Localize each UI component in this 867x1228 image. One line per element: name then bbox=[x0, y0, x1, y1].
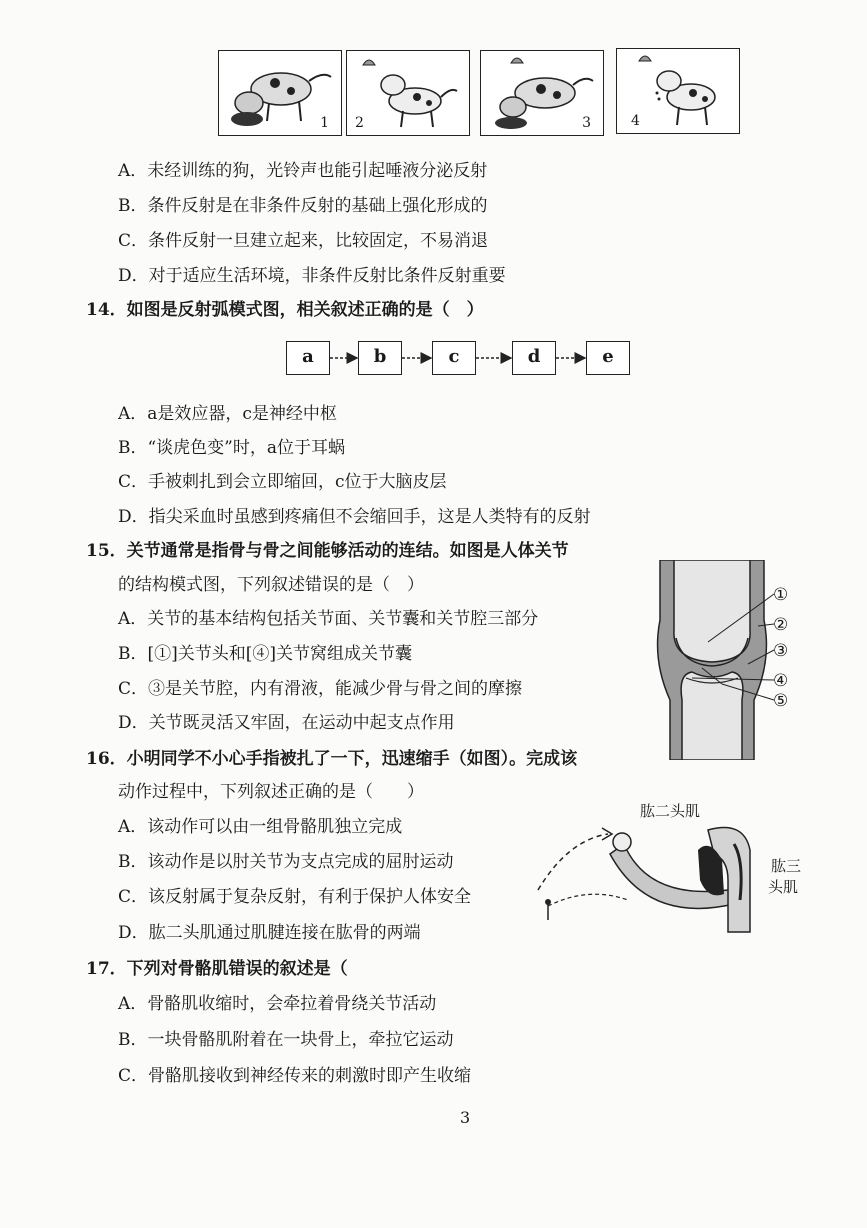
joint-marker-3: ③ bbox=[773, 641, 789, 661]
arc-box-a: a bbox=[286, 341, 330, 375]
q17-option-c: C．骨骼肌接收到神经传来的刺激时即产生收缩 bbox=[118, 1066, 472, 1086]
dog-panel-3 bbox=[480, 50, 604, 136]
q13-option-d: D．对于适应生活环境，非条件反射比条件反射重要 bbox=[118, 266, 506, 286]
label-triceps-line2: 头肌 bbox=[768, 878, 799, 896]
q17-option-a: A．骨骼肌收缩时，会牵拉着骨绕关节活动 bbox=[118, 994, 437, 1014]
q16-stem-line1: 16．小明同学不小心手指被扎了一下，迅速缩手（如图）。完成该 bbox=[86, 749, 578, 769]
q15-stem-line2: 的结构模式图，下列叙述错误的是（ ） bbox=[118, 575, 424, 595]
panel-number: 1 bbox=[320, 115, 329, 131]
q15-option-c: C．③是关节腔，内有滑液，能减少骨与骨之间的摩擦 bbox=[118, 679, 523, 699]
q14-option-a: A．a是效应器，c是神经中枢 bbox=[118, 404, 337, 424]
joint-marker-1: ① bbox=[773, 585, 789, 605]
q14-option-c: C．手被刺扎到会立即缩回，c位于大脑皮层 bbox=[118, 472, 447, 492]
dog-panel-2 bbox=[346, 50, 470, 136]
q15-option-d: D．关节既灵活又牢固，在运动中起支点作用 bbox=[118, 713, 455, 733]
arm-withdrawal-diagram bbox=[528, 820, 778, 935]
q17-option-b: B．一块骨骼肌附着在一块骨上，牵拉它运动 bbox=[118, 1030, 454, 1050]
reflex-arc-diagram bbox=[286, 341, 638, 377]
joint-marker-4: ④ bbox=[773, 671, 789, 691]
joint-marker-5: ⑤ bbox=[773, 691, 789, 711]
arc-box-d: d bbox=[512, 341, 556, 375]
panel-number: 3 bbox=[582, 115, 591, 131]
arc-arrows bbox=[286, 341, 638, 377]
label-biceps: 肱二头肌 bbox=[640, 802, 701, 820]
q13-option-c: C．条件反射一旦建立起来，比较固定，不易消退 bbox=[118, 231, 489, 251]
panel-number: 4 bbox=[631, 113, 640, 129]
q13-option-b: B．条件反射是在非条件反射的基础上强化形成的 bbox=[118, 196, 488, 216]
panel-number: 2 bbox=[355, 115, 364, 131]
q16-stem-line2: 动作过程中，下列叙述正确的是（ ） bbox=[118, 782, 424, 802]
arc-box-e: e bbox=[586, 341, 630, 375]
arc-box-b: b bbox=[358, 341, 402, 375]
q16-option-d: D．肱二头肌通过肌腱连接在肱骨的两端 bbox=[118, 923, 421, 943]
page-number: 3 bbox=[460, 1108, 471, 1127]
dog-bell-image bbox=[347, 51, 469, 135]
q15-stem-line1: 15．关节通常是指骨与骨之间能够活动的连结。如图是人体关节 bbox=[86, 541, 569, 561]
q16-option-c: C．该反射属于复杂反射，有利于保护人体安全 bbox=[118, 887, 472, 907]
q17-stem: 17．下列对骨骼肌错误的叙述是（ bbox=[86, 959, 348, 979]
label-triceps-line1: 肱三 bbox=[771, 857, 802, 875]
q14-option-b: B．“谈虎色变”时，a位于耳蜗 bbox=[118, 438, 346, 458]
dog-panel-4 bbox=[616, 48, 740, 134]
joint-marker-2: ② bbox=[773, 615, 789, 635]
q15-option-b: B．[①]关节头和[④]关节窝组成关节囊 bbox=[118, 644, 413, 664]
q14-stem: 14．如图是反射弧模式图，相关叙述正确的是（ ） bbox=[86, 300, 484, 320]
q14-option-d: D．指尖采血时虽感到疼痛但不会缩回手，这是人类特有的反射 bbox=[118, 507, 591, 527]
dog-panel-1 bbox=[218, 50, 342, 136]
arc-box-c: c bbox=[432, 341, 476, 375]
q15-option-a: A．关节的基本结构包括关节面、关节囊和关节腔三部分 bbox=[118, 609, 539, 629]
q13-option-a: A．未经训练的狗，光铃声也能引起唾液分泌反射 bbox=[118, 161, 488, 181]
q16-option-a: A．该动作可以由一组骨骼肌独立完成 bbox=[118, 817, 403, 837]
q16-option-b: B．该动作是以肘关节为支点完成的屈肘运动 bbox=[118, 852, 454, 872]
